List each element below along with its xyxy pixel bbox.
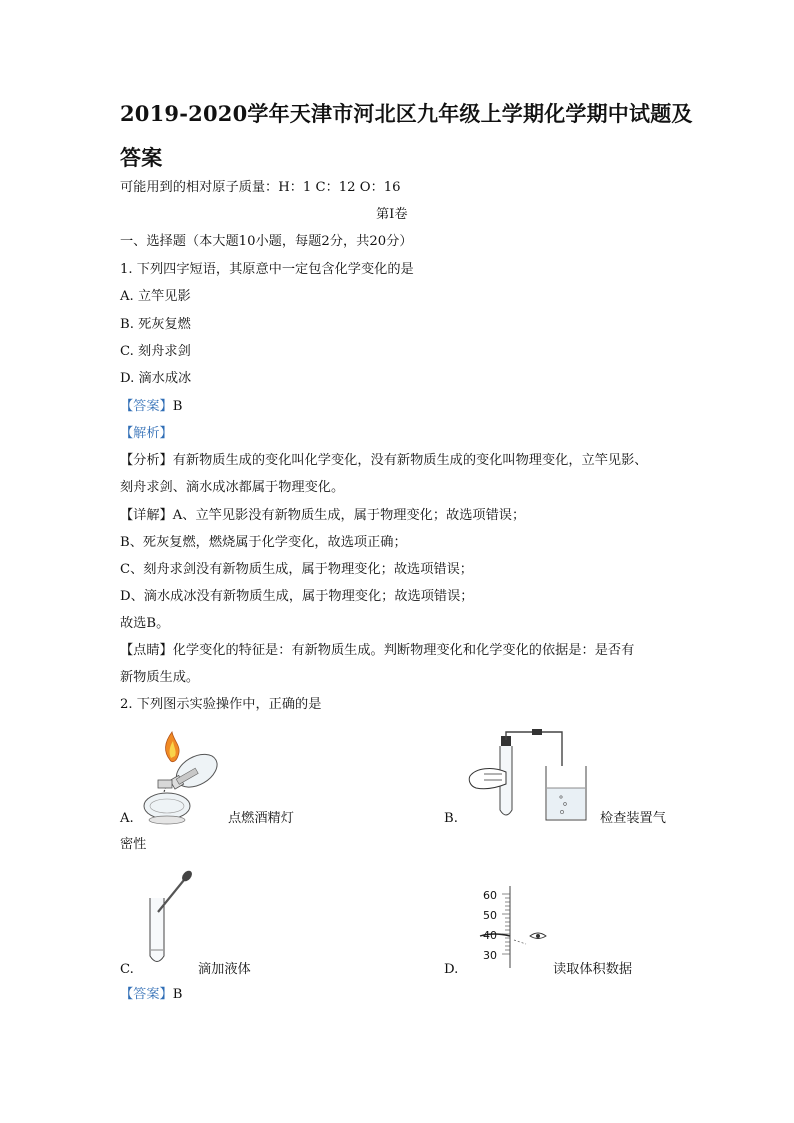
volume-label: 第Ⅰ卷 — [376, 207, 408, 222]
fenxi-tag: 【分析】 — [120, 453, 173, 468]
xiangjie-a-text: A、立竿见影没有新物质生成，属于物理变化；故选项错误； — [172, 508, 526, 523]
xiangjie-line-a — [120, 507, 525, 525]
q1-option-b: B. 死灰复燃 — [120, 317, 191, 332]
q1-option-a: A. 立竿见影 — [120, 289, 191, 304]
xiangjie-line-b: B、死灰复燃，燃烧属于化学变化，故选项正确； — [120, 535, 407, 550]
answer-value: B — [172, 399, 183, 414]
q2-d-caption: 读取体积数据 — [553, 962, 633, 977]
q1-option-d: D. 滴水成冰 — [120, 371, 192, 386]
q2-b-letter: B. — [444, 811, 458, 826]
q2-b-caption-1: 检查装置气 — [600, 811, 666, 826]
tick-40: 40 — [483, 929, 497, 942]
q2-answer-tag: 【答案】 — [120, 987, 173, 1002]
section-heading: 一、选择题（本大题10小题，每题2分，共20分） — [120, 234, 413, 249]
tick-60: 60 — [483, 889, 497, 902]
xiangjie-tag: 【详解】 — [120, 508, 173, 523]
fenxi-text: 有新物质生成的变化叫化学变化，没有新物质生成的变化叫物理变化，立竿见影、 — [172, 453, 648, 468]
xiangjie-line-c: C、刻舟求剑没有新物质生成，属于物理变化；故选项错误； — [120, 562, 473, 577]
page-title-line2: 答案 — [120, 145, 163, 170]
xiangjie-line-d: D、滴水成冰没有新物质生成，属于物理变化；故选项错误； — [120, 589, 474, 604]
page-title-line1: 2019-2020学年天津市河北区九年级上学期化学期中试题及 — [120, 101, 693, 126]
dianjing-line1 — [120, 642, 634, 660]
q2-stem: 2. 下列图示实验操作中，正确的是 — [120, 697, 322, 712]
q2-answer-value: B — [172, 987, 183, 1002]
q2-c-caption: 滴加液体 — [198, 962, 251, 977]
q2-a-caption: 点燃酒精灯 — [228, 811, 294, 826]
dropper-icon — [158, 880, 184, 912]
analysis-tag: 【解析】 — [120, 426, 173, 441]
dianjing-text: 化学变化的特征是：有新物质生成。判断物理变化和化学变化的依据是：是否有 — [172, 643, 635, 658]
figure-a-alcohol-lamp — [134, 730, 229, 826]
q1-conclusion: 故选B。 — [120, 616, 170, 631]
q1-answer-line — [120, 398, 182, 416]
figure-c-dropper — [140, 868, 200, 968]
dianjing-line2: 新物质生成。 — [120, 670, 200, 685]
hand-icon — [469, 769, 506, 789]
q2-c-letter: C. — [120, 962, 134, 977]
fenxi-line1 — [120, 452, 648, 470]
q2-b-caption-2: 密性 — [120, 837, 147, 852]
fenxi-line2: 刻舟求剑、滴水成冰都属于物理变化。 — [120, 480, 345, 495]
figure-b-airtightness — [462, 728, 597, 824]
dianjing-tag: 【点睛】 — [120, 643, 173, 658]
q2-answer-line — [120, 986, 182, 1004]
tick-30: 30 — [483, 949, 497, 962]
q1-stem: 1. 下列四字短语，其原意中一定包含化学变化的是 — [120, 262, 414, 277]
q2-d-letter: D. — [444, 962, 459, 977]
q2-a-letter: A. — [120, 811, 134, 826]
answer-tag: 【答案】 — [120, 399, 173, 414]
q1-option-c: C. 刻舟求剑 — [120, 344, 191, 359]
atomic-mass-line: 可能用到的相对原子质量：H：1 C：12 O：16 — [120, 180, 401, 195]
tick-50: 50 — [483, 909, 497, 922]
